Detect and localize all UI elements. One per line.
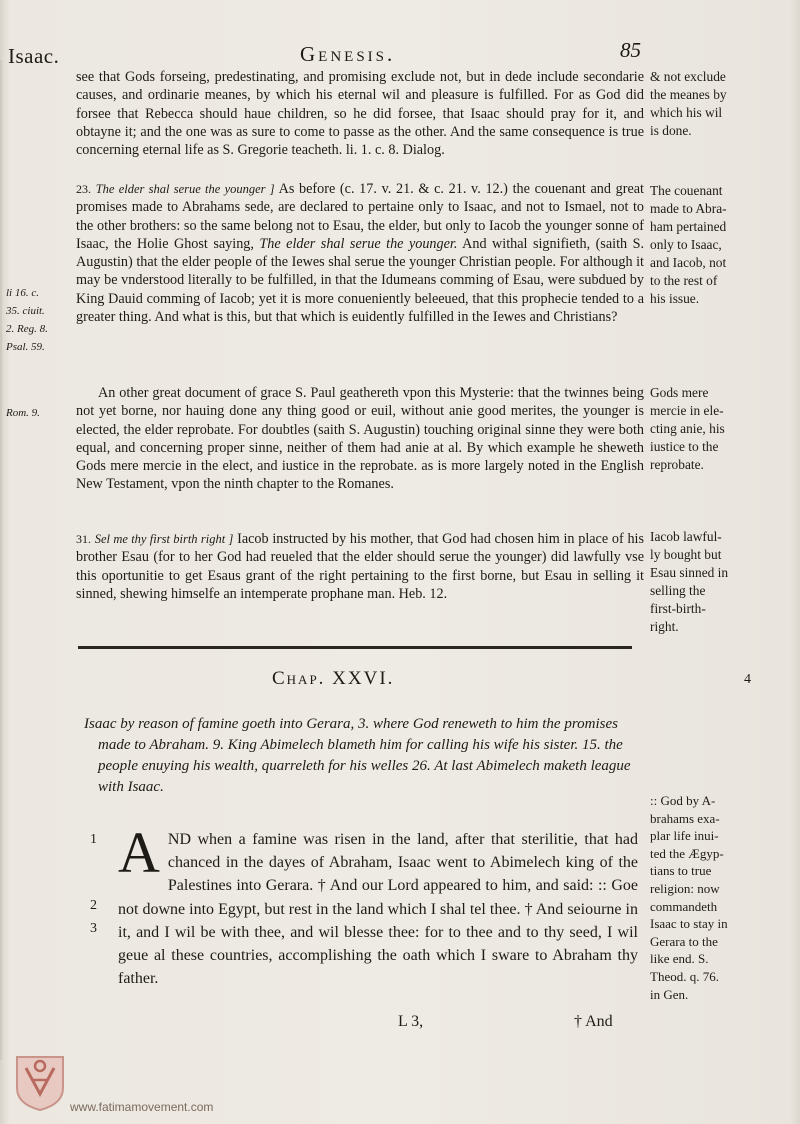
verse-reference-number: 23. — [76, 182, 91, 196]
verse-number-1: 1 — [90, 832, 97, 847]
annotation-lemma: Sel me thy first birth right ] — [94, 532, 234, 546]
argument-text: Isaac by reason of famine goeth into Gerara, 3. where God reneweth to him the promises made to Abraham. 9. King Abimelech blameth him for calling his wife his sister. 15. the people enuying his wealth, quarreleth for his welles 26. At last Abimelech maketh league with Isaac. — [84, 716, 631, 795]
paragraph-text: Iacob instructed by his mother, that God had chosen him in place of his brother Esau (for to her God had reueled that the elder should serue the younger) did lawfully vse this oportunitie to get Esaus grant of the right pertaining to the first borne, but Esau in selling it sinned, shewing himselfe an intemperate prophane man. Heb. 12. — [76, 531, 644, 602]
annotation-paragraph-4 — [76, 530, 644, 603]
left-margin-reference-2: li 16. c. 35. ciuit. 2. Reg. 8. Psal. 59. — [6, 287, 48, 353]
verse-text-block — [118, 820, 639, 990]
margin-note-5: :: God by A- brahams exa- plar life inui- ted the Ægyp- tians to true religion: now commandeth Isaac to stay in Gerara to the like end. S. Theod. q. 76. in Gen. — [650, 793, 728, 1002]
scripture-quote: The elder shal serue the younger. — [259, 235, 458, 252]
catchword: † And — [574, 1013, 613, 1030]
signature-mark: L 3, — [398, 1013, 424, 1030]
section-divider — [78, 646, 632, 649]
annotation-lemma: The elder shal serue the younger ] — [95, 182, 275, 196]
paragraph-text: An other great document of grace S. Paul geathereth vpon this Mysterie: that the twinnes being not yet borne, nor hauing done any thing good or euil, without anie good merites, the younger is elected, the elder reprobate. For doubtles (saith S. Augustin) touching original sinne they were both equal, and concerning proper sinne, neither of them had anie at al. By which example he sheweth Gods mere mercie in the elect, and iustice in the reprobate. as is more largely noted in the English New Testament, vpon the ninth chapter to the Romanes. — [76, 385, 644, 493]
annotation-paragraph-1 — [76, 68, 644, 159]
chapter-mark: 4 — [744, 672, 751, 687]
page-gutter-shadow — [0, 60, 2, 1060]
fatima-movement-logo-icon — [14, 1054, 66, 1112]
verse-3-text: † And seiourne in it, and I wil be with thee, and wil blesse thee: for to thee and to thy seed, I wil geue al these countries, accomplishing the oath which I sware to Abraham thy father. — [118, 900, 639, 988]
annotation-paragraph-2 — [76, 180, 644, 326]
margin-note-1: & not exclude the meanes by which his wil is done. — [650, 69, 727, 138]
margin-note-2: The couenant made to Abra- ham pertained only to Isaac, and Iacob, not to the rest of his issue. — [650, 183, 727, 306]
running-head: Isaac. — [8, 44, 60, 68]
book-title: Genesis. — [300, 42, 396, 66]
verse-number-3: 3 — [90, 921, 97, 936]
verse-reference-number: 31. — [76, 532, 91, 546]
paragraph-text: As before (c. 17. v. 21. & c. 21. v. 12.) the couenant and great promises made to Abrahams sede, are declared to pertaine only to Isaac, and not to Ismael, not to the other brothers: so the same belong not to Esau, the elder, but only to Iacob the younger sonne of Isaac, the Holie Ghost saying, — [76, 181, 644, 252]
paragraph-text-continued: And withal signifieth, (saith S. Augustin) that the elder people of the Iewes shal serue the younger Christian people. For although it may be vnderstood literally to be fulfilled, in that the Idumeans comming of Esau, were subdued by King Dauid comming of Iacob; yet it is more conueniently beleeued, that this prophecie tended to a greater thing. And what is this, but that which is euidently fulfilled in the Iewes and Christians? — [76, 235, 645, 326]
verse-number-2: 2 — [90, 898, 97, 913]
annotation-paragraph-3 — [76, 384, 644, 494]
verse-1 — [118, 820, 639, 990]
chapter-argument — [84, 714, 654, 798]
verse-2-text: † And our Lord appeared to him, and said: :: Goe not downe into Egypt, but rest in the land which I shal tel thee. — [118, 877, 639, 918]
drop-cap: A — [118, 820, 160, 885]
margin-note-3: Gods mere mercie in ele- cting anie, his iustice to the reprobate. — [650, 385, 725, 472]
margin-note-4: Iacob lawful- ly bought but Esau sinned in selling the first-birth- right. — [650, 529, 729, 634]
website-watermark: www.fatimamovement.com — [70, 1100, 214, 1114]
page-number: 85 — [620, 38, 641, 62]
page-header — [0, 38, 800, 68]
verse-1-text: ND when a famine was risen in the land, after that sterilitie, that had chanced in the dayes of Abraham, Isaac went to Abimelech king of the Palestines into Gerara. — [167, 831, 638, 895]
paragraph-text: see that Gods forseing, predestinating, and promising exclude not, but in dede include secondarie causes, and ordinarie meanes, by which his eternal wil and pleasure is fulfilled. For as God did forsee that Rebecca should haue children, so he did forsee, that Isaac should pray for it, and obtayne it; and the one was as sure to come to passe as the other. And the same consequence is true concerning eternal life as S. Gregorie teacheth. li. 1. c. 8. Dialog. — [76, 69, 644, 159]
left-margin-reference-3: Rom. 9. — [6, 407, 40, 419]
chapter-title: Chap. XXVI. — [272, 668, 395, 689]
